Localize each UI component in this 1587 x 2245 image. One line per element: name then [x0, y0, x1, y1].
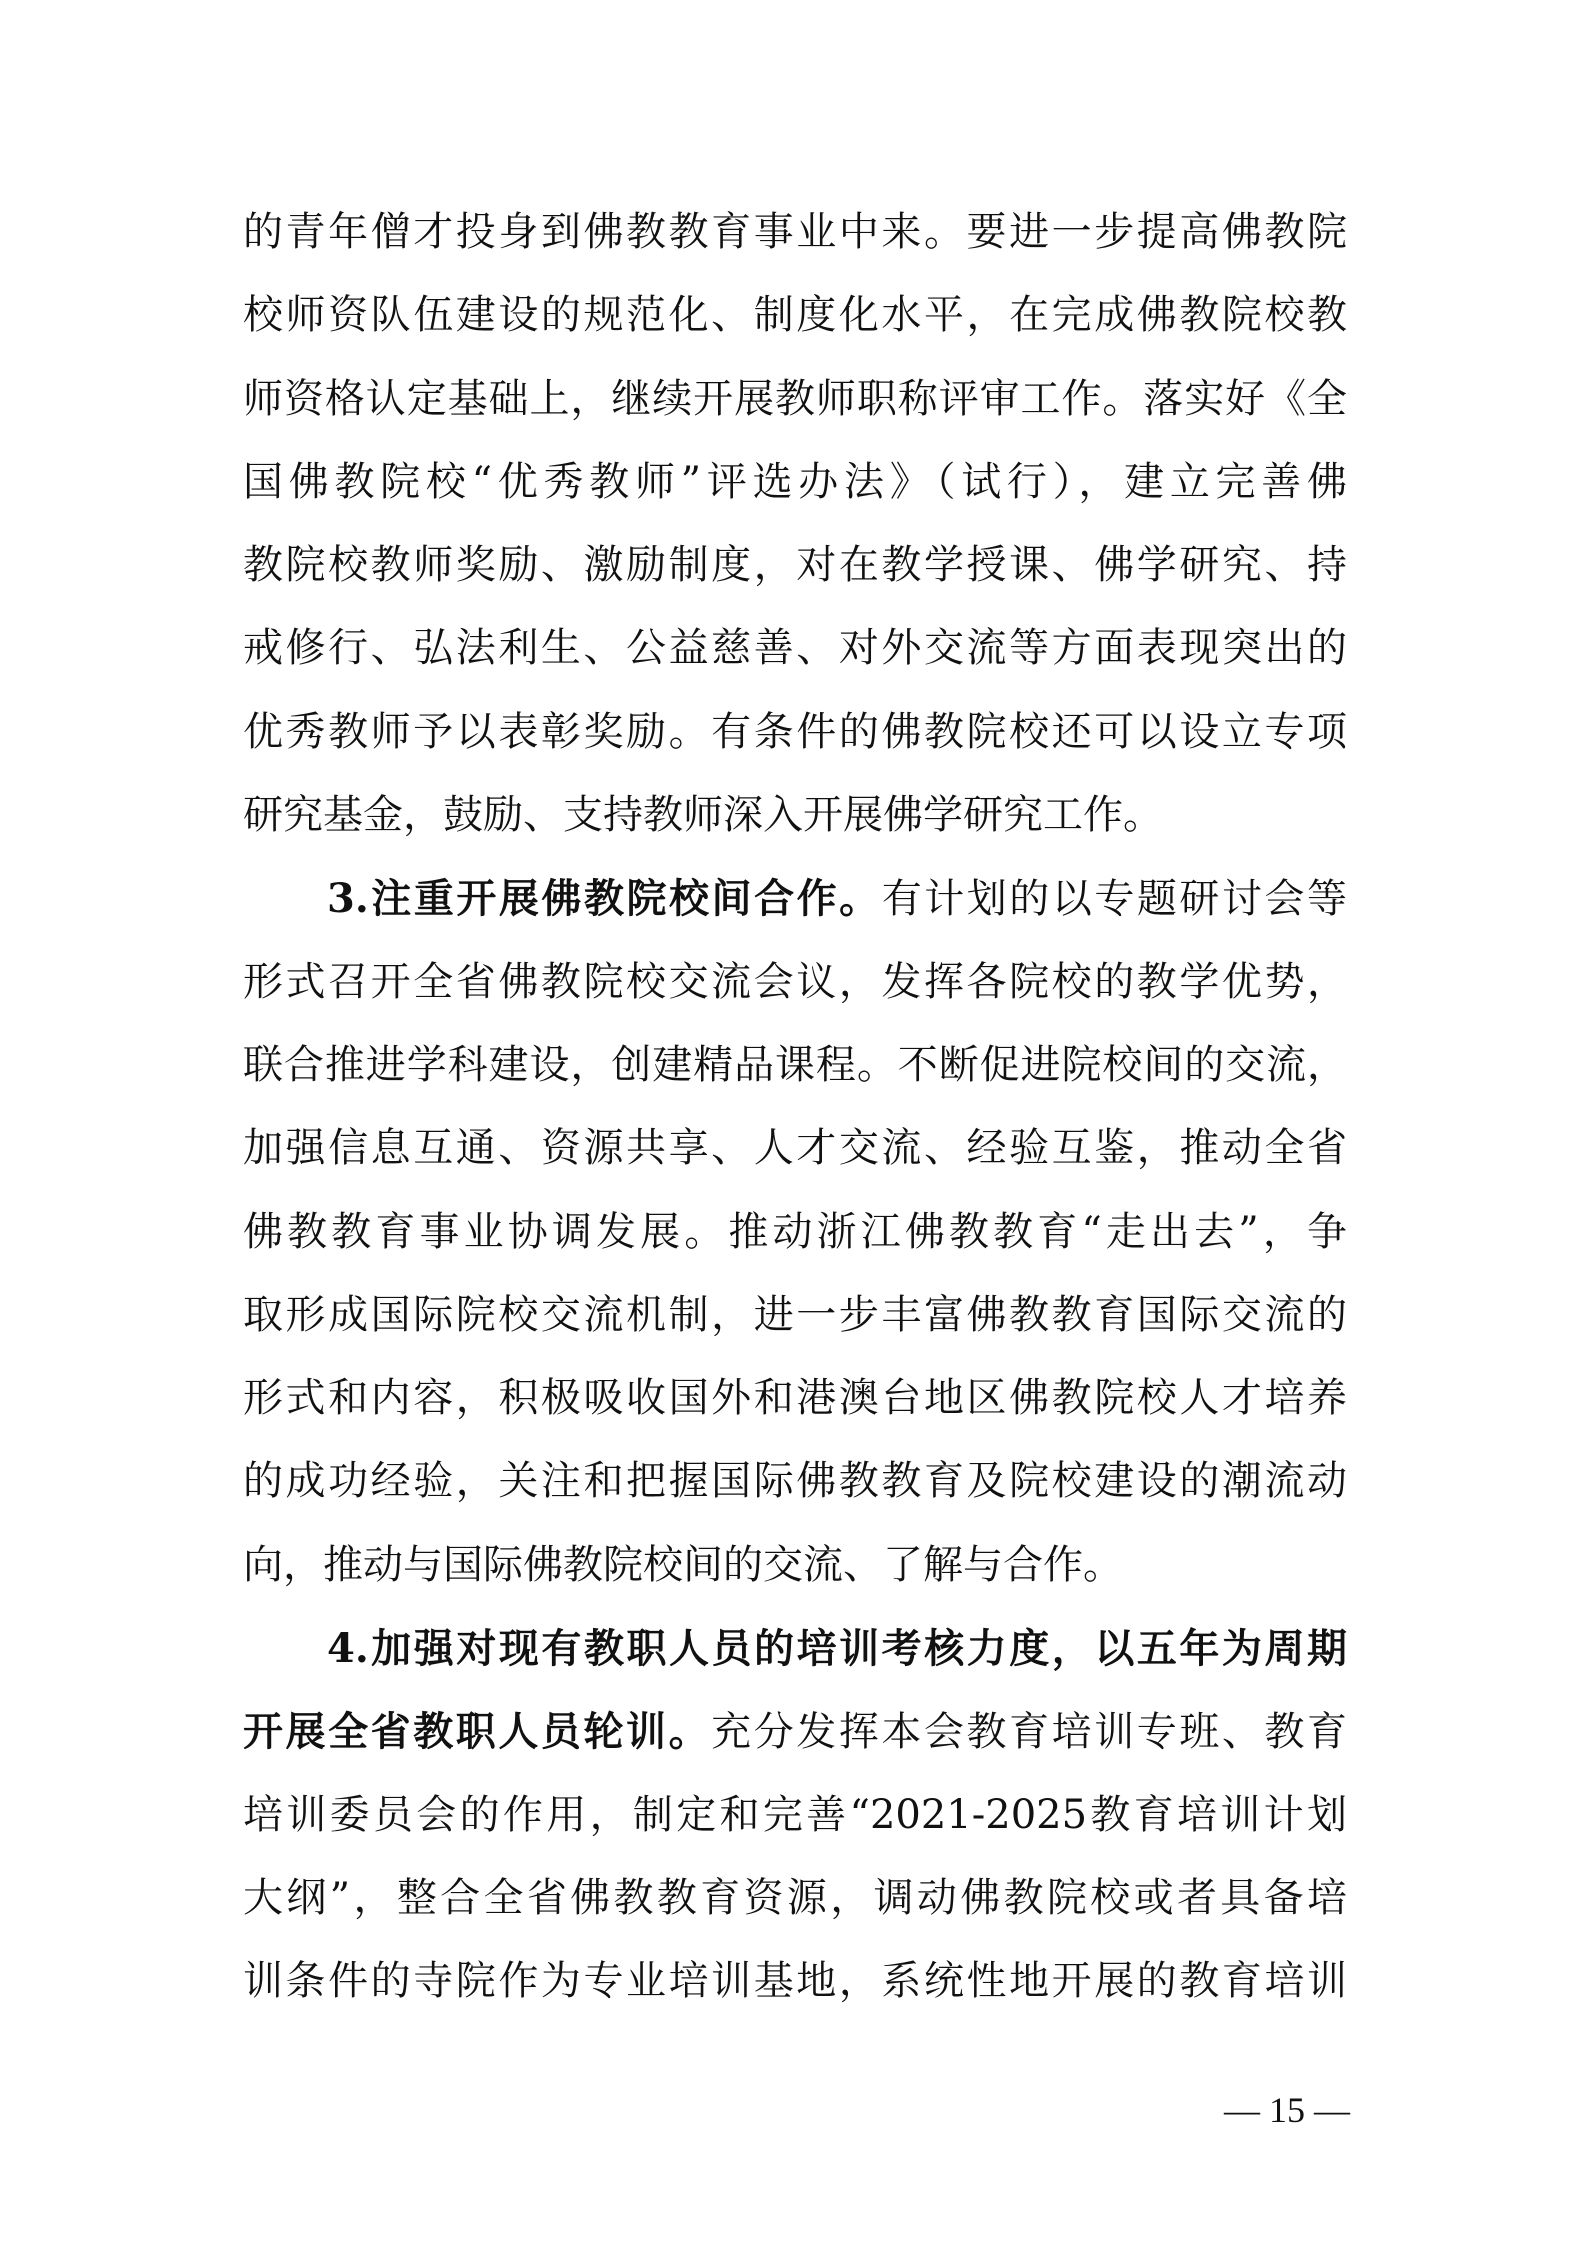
text-line	[243, 1774, 1347, 1857]
text-line	[243, 191, 1347, 274]
line-text: 形式召开全省佛教院校交流会议，发挥各院校的教学优势，	[243, 958, 1347, 1005]
body-text	[243, 191, 1347, 2024]
text-line	[243, 274, 1347, 357]
text-line	[243, 691, 1347, 774]
text-line	[243, 774, 1347, 857]
line-text: 佛教教育事业协调发展。推动浙江佛教教育“走出去”，争	[243, 1208, 1347, 1255]
page-number: — 15 —	[1224, 2090, 1350, 2130]
text-line	[243, 1940, 1347, 2023]
text-line	[243, 358, 1347, 441]
section-3-heading: 3.注重开展佛教院校间合作。	[327, 875, 882, 923]
line-text: 国佛教院校“优秀教师”评选办法》（试行），建立完善佛	[243, 458, 1347, 505]
line-text: 师资格认定基础上，继续开展教师职称评审工作。落实好《全	[243, 375, 1347, 422]
line-text: 的成功经验，关注和把握国际佛教教育及院校建设的潮流动	[243, 1458, 1347, 1505]
line-text: 戒修行、弘法利生、公益慈善、对外交流等方面表现突出的	[243, 625, 1347, 672]
line-text: 校师资队伍建设的规范化、制度化水平，在完成佛教院校教	[243, 292, 1347, 339]
line-text: 取形成国际院校交流机制，进一步丰富佛教教育国际交流的	[243, 1291, 1347, 1338]
section-4-heading-line-2	[243, 1690, 1347, 1773]
line-text: 培训委员会的作用，制定和完善“2021-2025教育培训计划	[243, 1791, 1347, 1838]
line-text: 训条件的寺院作为专业培训基地，系统性地开展的教育培训	[243, 1958, 1347, 2005]
line-text: 充分发挥本会教育培训专班、教育	[711, 1709, 1348, 1756]
text-line	[243, 1107, 1347, 1190]
text-line	[243, 1357, 1347, 1440]
text-line	[243, 1440, 1347, 1523]
line-text: 加强信息互通、资源共享、人才交流、经验互鉴，推动全省	[243, 1125, 1347, 1172]
line-text: 研究基金，鼓励、支持教师深入开展佛学研究工作。	[243, 792, 1163, 839]
text-line	[243, 1024, 1347, 1107]
text-line	[243, 524, 1347, 607]
text-line	[243, 1274, 1347, 1357]
line-text: 形式和内容，积极吸收国外和港澳台地区佛教院校人才培养	[243, 1375, 1347, 1422]
line-text: 有计划的以专题研讨会等	[881, 876, 1348, 923]
text-line	[243, 941, 1347, 1024]
line-text: 教院校教师奖励、激励制度，对在教学授课、佛学研究、持	[243, 542, 1347, 589]
text-line	[243, 1857, 1347, 1940]
text-line	[243, 1191, 1347, 1274]
section-3-heading-line	[243, 857, 1347, 940]
line-text: 的青年僧才投身到佛教教育事业中来。要进一步提高佛教院	[243, 209, 1347, 255]
line-text: 向，推动与国际佛教院校间的交流、了解与合作。	[243, 1541, 1123, 1588]
text-line	[243, 607, 1347, 690]
text-line	[243, 1524, 1347, 1607]
text-line	[243, 441, 1347, 524]
section-4-heading-line	[243, 1607, 1347, 1690]
line-text: 优秀教师予以表彰奖励。有条件的佛教院校还可以设立专项	[243, 708, 1347, 755]
line-text: 联合推进学科建设，创建精品课程。不断促进院校间的交流，	[243, 1041, 1347, 1088]
line-text: 大纲”，整合全省佛教教育资源，调动佛教院校或者具备培	[243, 1874, 1347, 1921]
section-4-heading-cont: 开展全省教职人员轮训。	[243, 1708, 712, 1756]
section-4-heading: 4.加强对现有教职人员的培训考核力度，以五年为周期	[327, 1625, 1347, 1673]
